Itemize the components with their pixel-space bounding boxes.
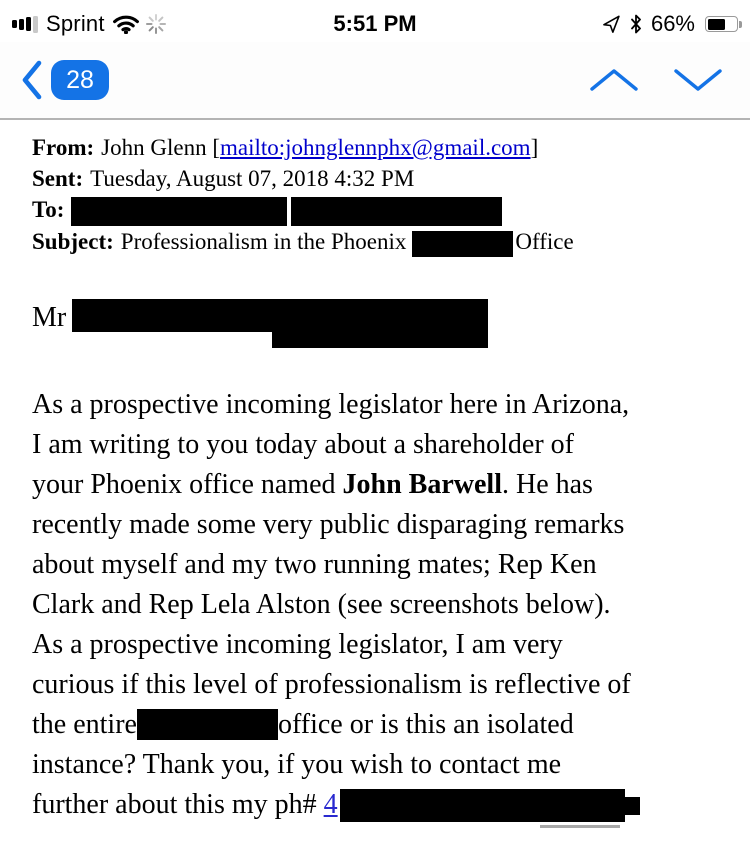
body-text: your Phoenix office named — [32, 469, 343, 501]
body-text: office or is this an isolated — [277, 709, 574, 741]
carrier-label: Sprint — [46, 11, 105, 36]
salutation-line — [32, 301, 720, 348]
body-line: As a prospective incoming legislator, I am very — [32, 629, 563, 661]
body-text: further about this my ph# — [32, 789, 324, 821]
email-body — [32, 385, 720, 825]
phone-link-underline — [540, 825, 620, 828]
body-line: As a prospective incoming legislator here in Arizona, — [32, 389, 630, 421]
bluetooth-icon — [629, 13, 643, 35]
body-line — [32, 705, 720, 745]
body-line — [32, 465, 720, 505]
unread-count-badge[interactable]: 28 — [51, 60, 109, 100]
to-label: To: — [32, 197, 65, 222]
body-text: the entire — [32, 709, 137, 741]
from-line — [32, 132, 720, 163]
salutation-text: Mr — [32, 302, 67, 334]
email-header-block — [32, 132, 720, 257]
wifi-icon — [113, 14, 139, 34]
body-line — [32, 785, 720, 825]
status-bar — [0, 0, 750, 42]
subject-value: Professionalism in the Phoenix — [120, 229, 407, 255]
sent-line — [32, 163, 720, 194]
body-line: instance? Thank you, if you wish to contact me — [32, 749, 562, 781]
subject-redaction-bar — [412, 231, 513, 257]
firm-name-redaction-bar — [137, 709, 278, 740]
mailto-link[interactable]: mailto:johnglennphx@gmail.com — [220, 135, 531, 160]
from-label: From: — [32, 135, 95, 160]
battery-percent-label: 66% — [650, 11, 695, 36]
from-value-suffix: ] — [530, 135, 539, 160]
to-redaction-bar-1 — [71, 197, 287, 226]
sent-label: Sent: — [32, 166, 84, 191]
body-text: . He has — [501, 469, 593, 501]
body-line: about myself and my two running mates; Rep Ken — [32, 549, 597, 581]
cell-signal-bars-icon — [12, 16, 38, 33]
back-chevron-icon[interactable] — [20, 59, 44, 101]
from-value: John Glenn [ — [101, 135, 220, 160]
shareholder-name: John Barwell — [342, 469, 502, 501]
clock-label: 5:51 PM — [333, 11, 417, 36]
subject-line — [32, 226, 720, 257]
phone-redaction-bar — [340, 789, 625, 822]
subject-label: Subject: — [32, 229, 114, 255]
email-content — [0, 120, 750, 825]
loading-spinner-icon — [145, 13, 167, 35]
salutation-redaction-block — [72, 299, 488, 348]
to-redaction-bar-2 — [291, 197, 502, 226]
location-arrow-icon — [601, 14, 621, 34]
to-line — [32, 194, 720, 226]
body-line: Clark and Rep Lela Alston (see screenshots below). — [32, 589, 611, 621]
mail-nav-bar — [0, 42, 750, 120]
chevron-up-icon[interactable] — [588, 66, 640, 94]
phone-number-link[interactable]: 4 — [323, 789, 338, 821]
chevron-down-icon[interactable] — [672, 66, 724, 94]
sent-value: Tuesday, August 07, 2018 4:32 PM — [90, 166, 415, 191]
back-button[interactable] — [20, 59, 109, 101]
body-line: recently made some very public disparaging remarks — [32, 509, 625, 541]
battery-icon — [705, 16, 738, 32]
body-line: I am writing to you today about a shareholder of — [32, 429, 574, 461]
subject-value-suffix: Office — [515, 229, 574, 255]
body-line: curious if this level of professionalism is reflective of — [32, 669, 631, 701]
